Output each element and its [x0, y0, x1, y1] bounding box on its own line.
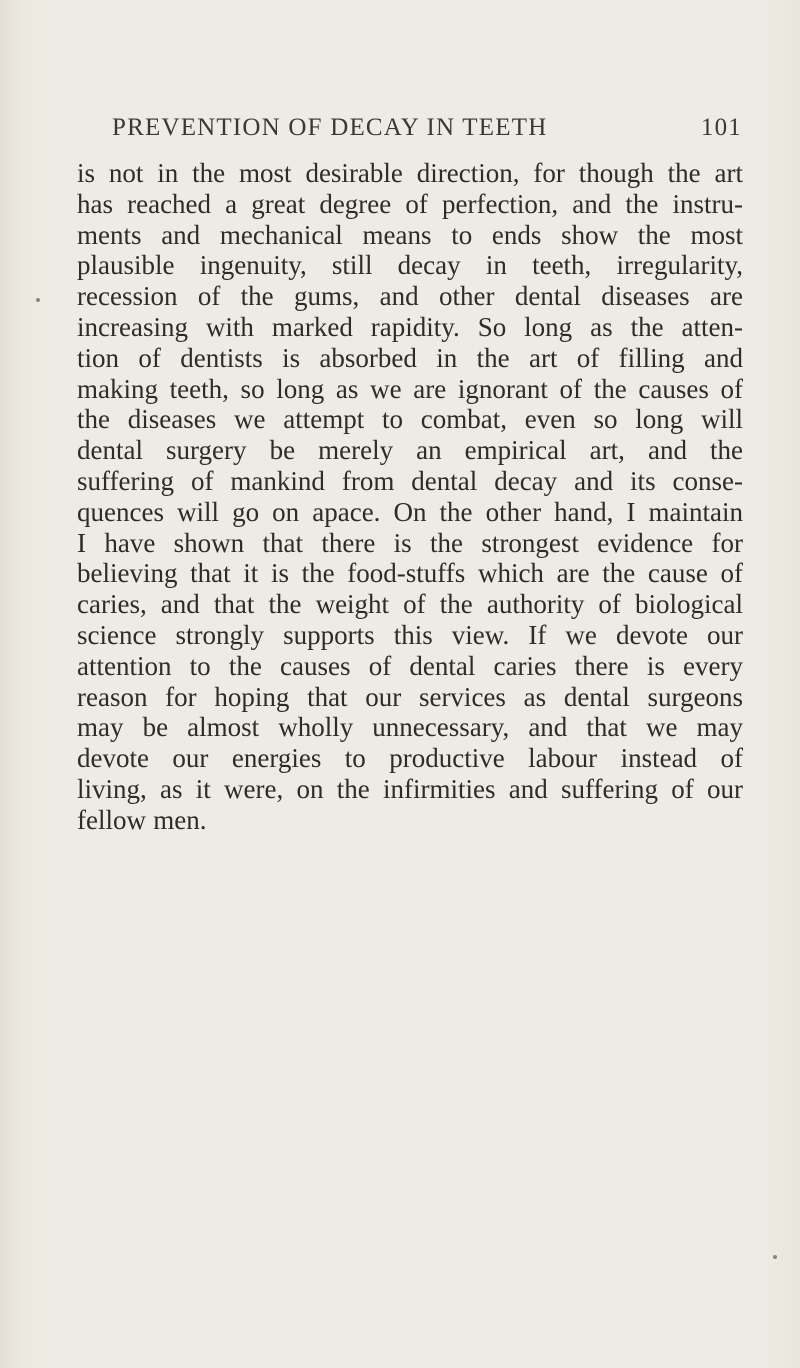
text-line: plausible ingenuity, still decay in teeth, irregularity,	[77, 250, 743, 281]
page-number: 101	[700, 114, 742, 141]
text-line: I have shown that there is the strongest evidence for	[77, 527, 743, 558]
text-line: quences will go on apace. On the other hand, I maintain	[77, 496, 743, 527]
text-line: caries, and that the weight of the authority of biological	[77, 589, 743, 620]
text-line: devote our energies to productive labour instead of	[77, 743, 743, 774]
body-paragraph	[77, 158, 743, 836]
text-line: dental surgery be merely an empirical art, and the	[77, 435, 743, 466]
text-line-last: fellow men.	[77, 804, 207, 835]
text-line: reason for hoping that our services as dental surgeons	[77, 681, 743, 712]
paper-speck	[773, 1255, 777, 1259]
text-line: increasing with marked rapidity. So long as the atten-	[77, 311, 743, 342]
page-header	[112, 114, 742, 150]
text-line: recession of the gums, and other dental diseases are	[77, 281, 743, 312]
text-line: has reached a great degree of perfection, and the instru-	[77, 188, 743, 219]
text-line: ments and mechanical means to ends show the most	[77, 219, 743, 250]
text-line: may be almost wholly unnecessary, and that we may	[77, 712, 743, 743]
text-line: the diseases we attempt to combat, even so long will	[77, 404, 743, 435]
text-line: attention to the causes of dental caries there is every	[77, 650, 743, 681]
text-line: tion of dentists is absorbed in the art of filling and	[77, 342, 743, 373]
running-head: PREVENTION OF DECAY IN TEETH	[112, 114, 548, 141]
text-line: science strongly supports this view. If we devote our	[77, 619, 743, 650]
text-line: suffering of mankind from dental decay and its conse-	[77, 465, 743, 496]
text-line: making teeth, so long as we are ignorant of the causes of	[77, 373, 743, 404]
paper-speck	[36, 298, 40, 302]
text-line: is not in the most desirable direction, for though the art	[77, 158, 743, 188]
text-line: living, as it were, on the infirmities and suffering of our	[77, 773, 743, 804]
text-line: believing that it is the food-stuffs which are the cause of	[77, 558, 743, 589]
